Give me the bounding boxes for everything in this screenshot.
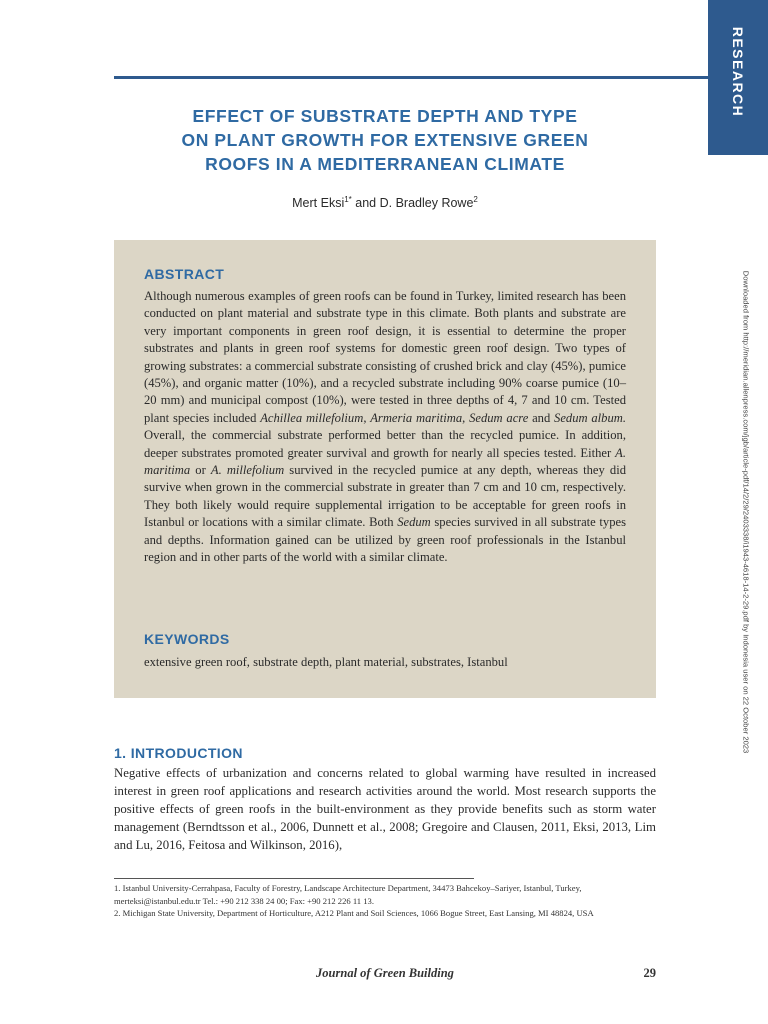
section-tab-label: RESEARCH bbox=[730, 26, 746, 118]
author-2-name: D. Bradley Rowe bbox=[379, 196, 474, 211]
abstract-heading: ABSTRACT bbox=[144, 266, 225, 282]
abstract-sep-3: and bbox=[528, 410, 555, 425]
title-line-1: EFFECT OF SUBSTRATE DEPTH AND TYPE bbox=[192, 106, 578, 126]
footnote-1: 1. Istanbul University-Cerrahpasa, Faculty of Forestry, Landscape Architecture Department, 34473 Bahcekoy–Sariyer, Istanbul, Turkey, bbox=[114, 883, 582, 893]
download-watermark-text: Downloaded from http://meridian.allenpress.com/jgb/article-pdf/14/2/29/2403338/i1943-4618-14-2-29.pdf by Indonesia user on 22 October 2023 bbox=[741, 270, 751, 754]
download-watermark bbox=[740, 262, 752, 762]
keywords-text: extensive green roof, substrate depth, plant material, substrates, Istanbul bbox=[144, 655, 508, 669]
abstract-sep-1: , bbox=[363, 410, 371, 425]
abstract-part-3: survived in the recycled pumice at any depth, whereas they did survive when grown in the commercial substrate in greater than 7 cm and 10 cm, respectively. They both likely would require supplemental irrigation to be acceptable for green roofs in Istanbul or locations with a similar climate. Both bbox=[144, 463, 626, 530]
abstract-part-4: species survived in all substrate types and depths. Information gained can be utilized by green roof professionals in the Istanbul region and in other parts of the world with a similar climate. bbox=[144, 515, 626, 565]
species-achillea: Achillea millefolium bbox=[260, 410, 364, 425]
abstract-sep-4: or bbox=[190, 463, 211, 478]
species-sedum: Sedum bbox=[397, 515, 431, 530]
keywords-heading: KEYWORDS bbox=[144, 631, 230, 647]
title-line-3: ROOFS IN A MEDITERRANEAN CLIMATE bbox=[205, 154, 565, 174]
introduction-text: Negative effects of urbanization and concerns related to global warming have resulted in increased interest in green roof applications and research activities around the world. Most research supports the positive effects of green roofs in the built-environment as they provide benefits such as storm water management (Berndtsson et al., 2006, Dunnett et al., 2008; Gregoire and Clausen, 2011, Eksi, 2013, Lim and Lu, 2016, Feitosa and Wilkinson, 2016), bbox=[114, 766, 656, 852]
author-1-name: Mert Eksi bbox=[292, 196, 345, 211]
journal-name: Journal of Green Building bbox=[316, 966, 454, 980]
footnote-1-contact: merteksi@istanbul.edu.tr Tel.: +90 212 338 24 00; Fax: +90 212 226 11 13. bbox=[114, 895, 374, 906]
page-number: 29 bbox=[643, 966, 656, 980]
species-a-maritima: A. maritima bbox=[144, 445, 626, 478]
abstract-sep-2: , bbox=[462, 410, 470, 425]
abstract-part-1: Although numerous examples of green roofs can be found in Turkey, limited research has been conducted on plant material and substrate type in this climate. Both plants and substrate are very important components in green roof design, it is essential to determine the proper substrates and plants in green roof systems for domestic green roof design. Two types of growing substrates: a commercial substrate consisting of crushed brick and clay (45%), pumice (45%), and organic matter (10%), and a recycled substrate including 90% coarse pumice (10–20 mm) and municipal compost (10%), were tested in three depths of 4, 7 and 10 cm. Tested plant species included bbox=[144, 289, 626, 425]
section-tab bbox=[708, 0, 768, 155]
footnotes bbox=[114, 882, 674, 920]
title-line-2: ON PLANT GROWTH FOR EXTENSIVE GREEN bbox=[181, 130, 589, 150]
author-line bbox=[114, 195, 656, 210]
header-rule bbox=[114, 76, 708, 79]
author-connector: and bbox=[351, 196, 380, 211]
species-sedum-acre: Sedum acre bbox=[469, 410, 529, 425]
abstract-text bbox=[144, 288, 626, 567]
footnote-rule bbox=[114, 878, 474, 879]
abstract-part-2: Overall, the commercial substrate performed better than the recycled pumice. In addition, deeper substrates promoted greater survival and growth for nearly all species tested. Either bbox=[144, 428, 626, 460]
species-a-millefolium: A. millefolium bbox=[210, 463, 285, 478]
introduction-heading: 1. INTRODUCTION bbox=[114, 745, 243, 761]
article-title bbox=[114, 104, 656, 176]
author-1-affiliation: 1* bbox=[344, 195, 352, 204]
footnote-2: 2. Michigan State University, Department of Horticulture, A212 Plant and Soil Sciences, 1066 Bogue Street, East Lansing, MI 48824, USA bbox=[114, 908, 594, 918]
abstract-box bbox=[114, 240, 656, 698]
author-2-affiliation: 2 bbox=[473, 195, 478, 204]
species-sedum-album: Sedum album. bbox=[554, 410, 627, 425]
species-armeria: Armeria maritima bbox=[370, 410, 463, 425]
